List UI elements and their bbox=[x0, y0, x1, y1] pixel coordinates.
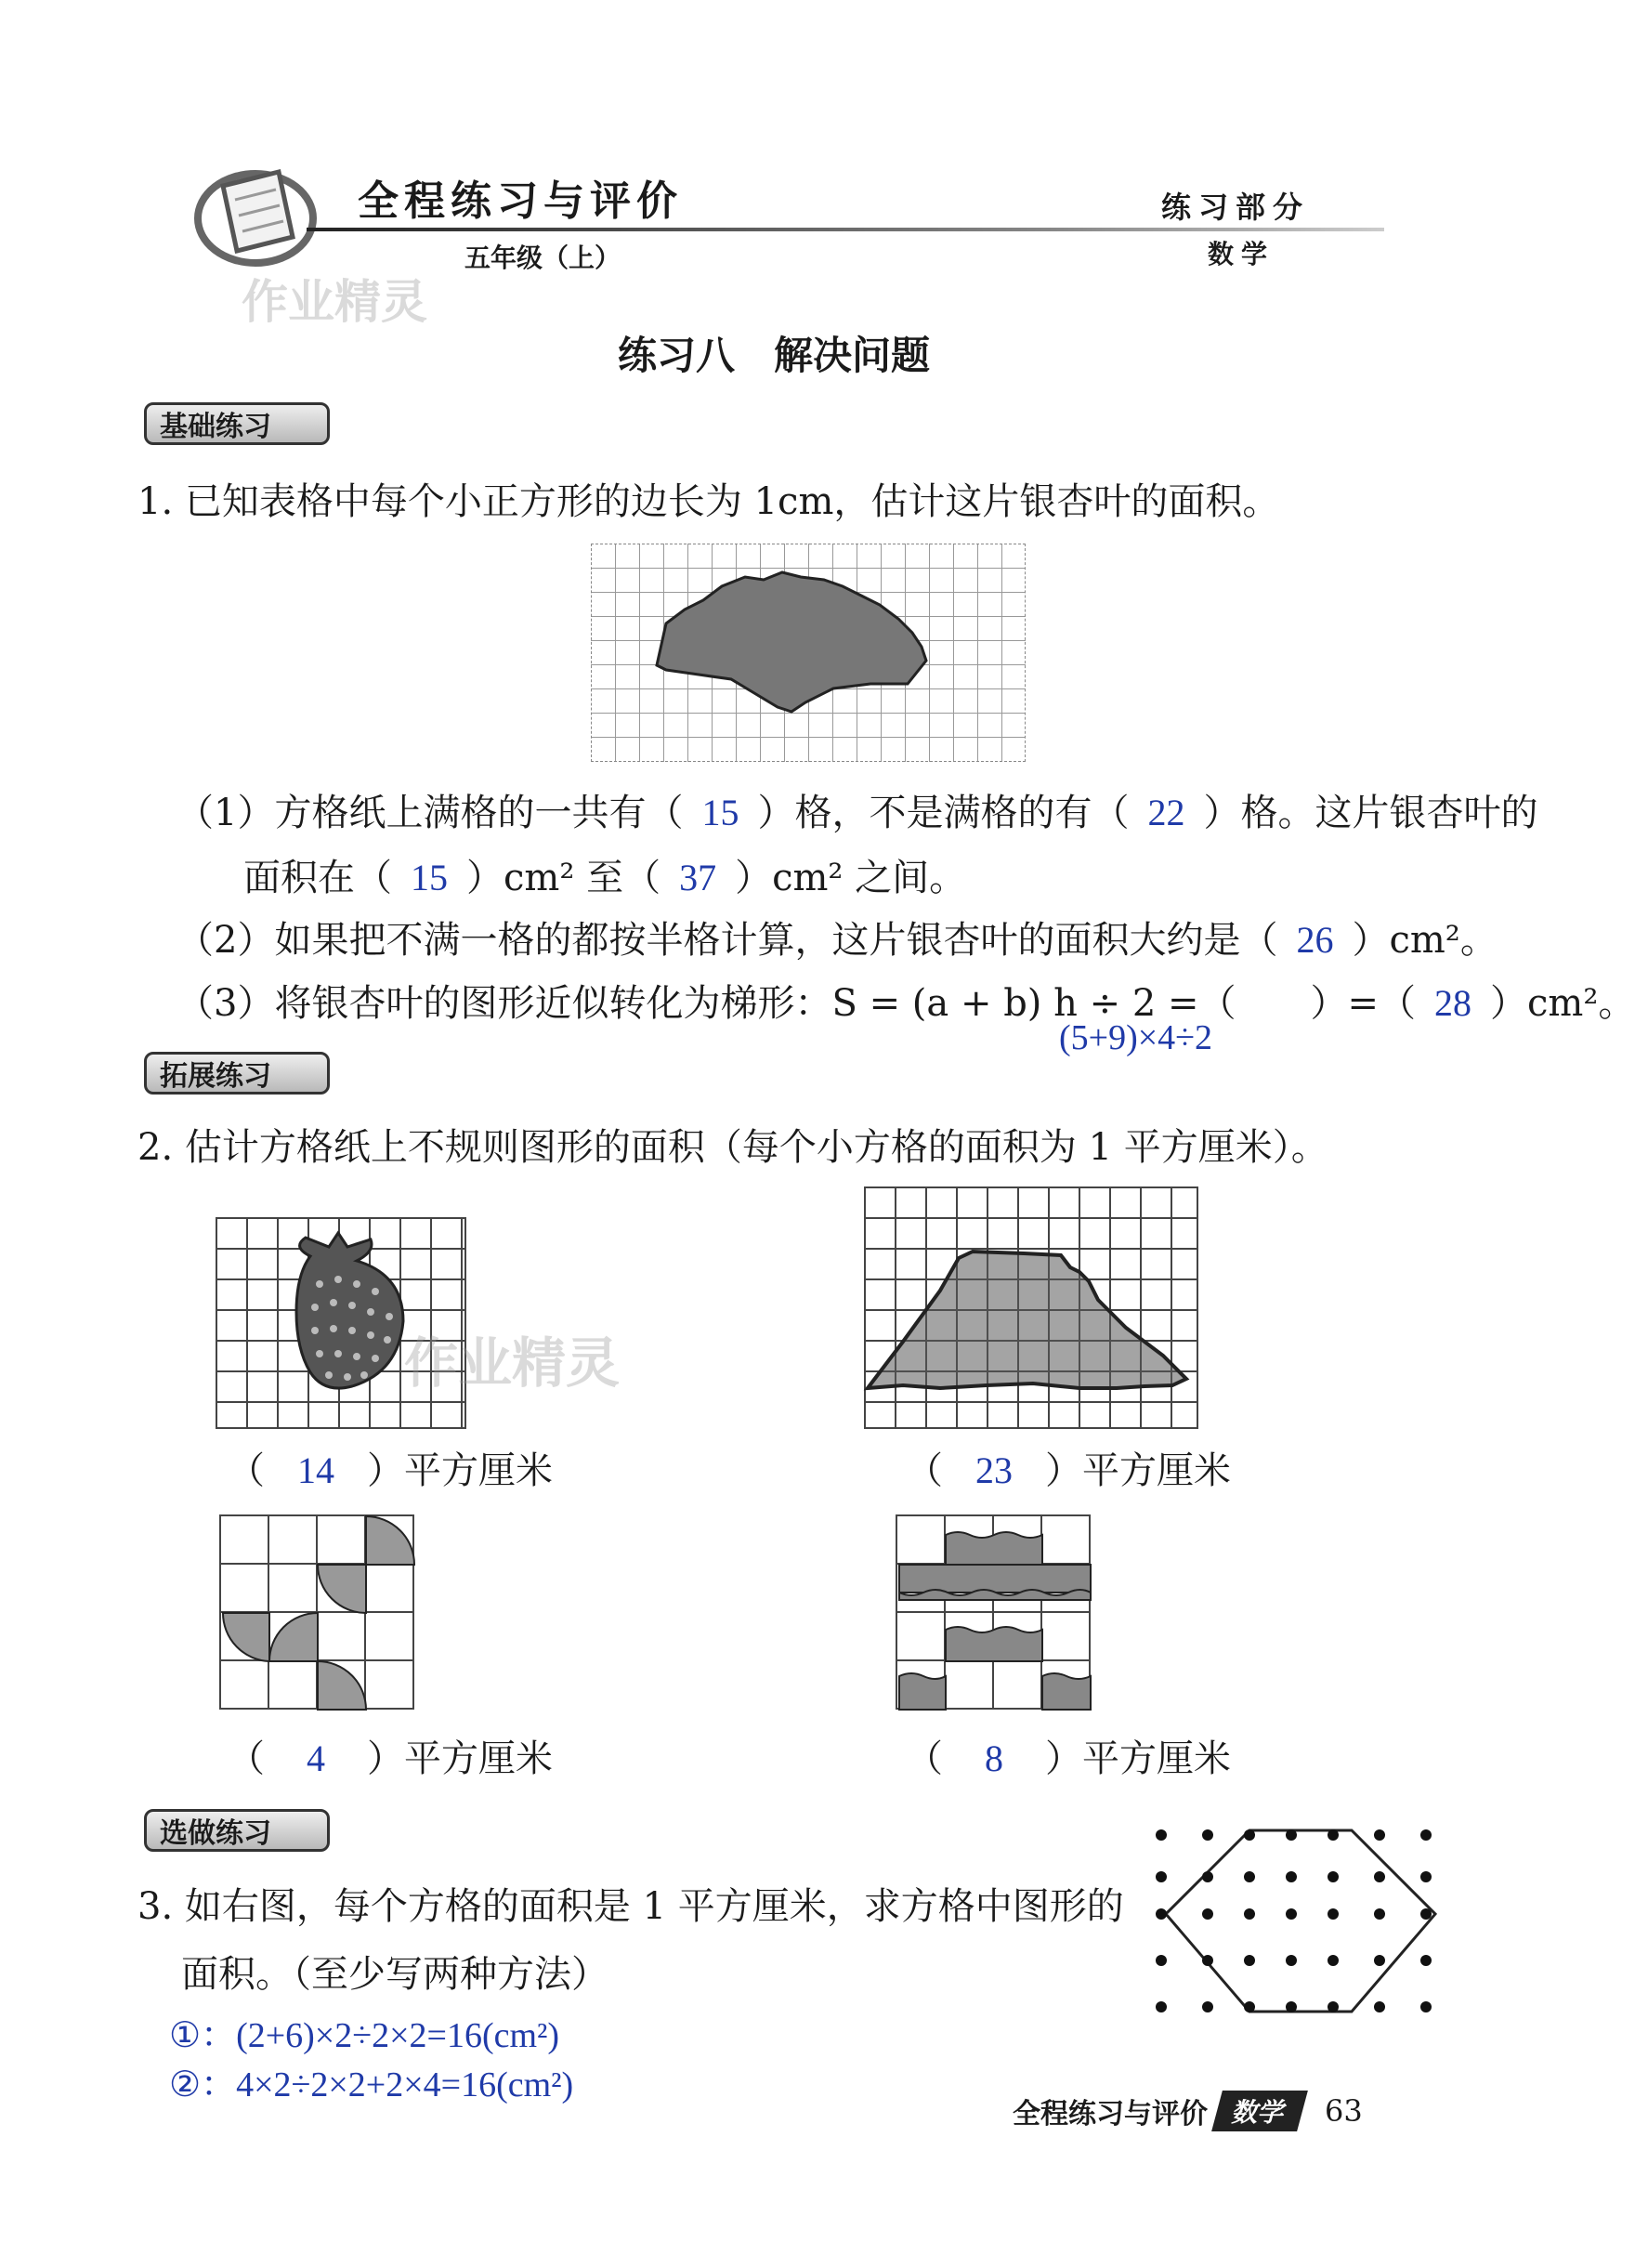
q1-answer-partial[interactable]: 22 bbox=[1147, 792, 1185, 833]
wave-shapes-icon bbox=[897, 1516, 1092, 1711]
q1-answer-high[interactable]: 37 bbox=[679, 857, 717, 898]
dot-grid bbox=[1147, 1821, 1454, 2025]
q1-part1-line1 bbox=[177, 794, 1537, 832]
q2-stem: 2. 估计方格纸上不规则图形的面积（每个小方格的面积为 1 平方厘米）。 bbox=[137, 1126, 1328, 1169]
footer bbox=[1013, 2091, 1363, 2131]
header-subject: 数学 bbox=[1208, 239, 1275, 269]
q1-p1-text-f: ）cm² 之间。 bbox=[735, 857, 967, 899]
q1-p1-text-d: 面积在（ bbox=[243, 857, 392, 899]
header-logo-icon bbox=[190, 149, 330, 269]
q1-p2-text-b: ）cm²。 bbox=[1352, 919, 1498, 962]
footer-brand: 全程练习与评价 bbox=[1013, 2098, 1208, 2130]
section-tag-optional bbox=[144, 1809, 330, 1852]
q2-answer-strawberry[interactable]: 14 bbox=[297, 1449, 334, 1491]
quarter-circle-grid bbox=[219, 1514, 414, 1710]
q2-open-3: （ bbox=[228, 1737, 265, 1780]
footer-subject: 数学 bbox=[1211, 2091, 1308, 2131]
section-tag-basic bbox=[144, 402, 330, 445]
ginkgo-grid bbox=[591, 544, 1026, 762]
q2-open-1: （ bbox=[228, 1449, 265, 1492]
q1-p1-text-c: ）格。这片银杏叶的 bbox=[1203, 792, 1538, 834]
header-brand: 全程练习与评价 bbox=[358, 177, 683, 225]
q1-p1-text-a: （1）方格纸上满格的一共有（ bbox=[177, 792, 684, 834]
q2-answer-quarters-line bbox=[228, 1737, 553, 1780]
q1-stem: 1. 已知表格中每个小正方形的边长为 1cm，估计这片银杏叶的面积。 bbox=[137, 480, 1280, 523]
section-tag-extend-label: 拓展练习 bbox=[160, 1060, 271, 1093]
page-number: 63 bbox=[1325, 2093, 1363, 2129]
q1-p3-text-b: ）=（ bbox=[1310, 982, 1417, 1025]
q3-method-2[interactable]: ②：4×2÷2×2+2×4=16(cm²) bbox=[169, 2065, 574, 2104]
q2-answer-mountain[interactable]: 23 bbox=[975, 1449, 1013, 1491]
section-tag-optional-label: 选做练习 bbox=[160, 1817, 271, 1850]
q1-p1-text-b: ）格，不是满格的有（ bbox=[757, 792, 1130, 834]
q3-stem-line1: 3. 如右图，每个方格的面积是 1 平方厘米，求方格中图形的 bbox=[137, 1885, 1124, 1928]
q2-answer-waves[interactable]: 8 bbox=[985, 1737, 1003, 1779]
mountain-grid bbox=[864, 1186, 1198, 1429]
q1-p2-text-a: （2）如果把不满一格的都按半格计算，这片银杏叶的面积大约是（ bbox=[177, 919, 1278, 962]
header-section: 练习部分 bbox=[1161, 190, 1311, 225]
q1-answer-low[interactable]: 15 bbox=[411, 857, 448, 898]
q1-p3-text-a: （3）将银杏叶的图形近似转化为梯形：S = (a + b) h ÷ 2 =（ bbox=[177, 982, 1236, 1025]
section-tag-basic-label: 基础练习 bbox=[160, 411, 271, 443]
q2-unit-3: ）平方厘米 bbox=[367, 1737, 553, 1780]
header-grade: 五年级（上） bbox=[464, 243, 621, 273]
q2-answer-mountain-line bbox=[906, 1449, 1231, 1492]
octagon-shape-icon bbox=[1147, 1821, 1454, 2025]
watermark: 作业精灵 bbox=[242, 275, 427, 329]
q1-part2 bbox=[177, 919, 1498, 962]
mountain-shape-icon bbox=[866, 1188, 1200, 1431]
q2-answer-quarters[interactable]: 4 bbox=[307, 1737, 325, 1779]
q1-answer-approx[interactable]: 26 bbox=[1296, 919, 1334, 961]
q2-unit-1: ）平方厘米 bbox=[367, 1449, 553, 1492]
wave-grid bbox=[896, 1514, 1091, 1710]
q3-method-2-clip bbox=[169, 2065, 652, 2104]
ginkgo-leaf-icon bbox=[592, 544, 1027, 763]
watermark-middle: 作业精灵 bbox=[404, 1331, 621, 1395]
q3-method-1[interactable]: ①：(2+6)×2÷2×2=16(cm²) bbox=[169, 2016, 560, 2055]
q1-answer-trapezoid[interactable]: 28 bbox=[1434, 982, 1472, 1024]
q1-part1-line2 bbox=[243, 859, 966, 897]
q1-p1-text-e: ）cm² 至（ bbox=[466, 857, 661, 899]
q2-answer-waves-line bbox=[906, 1737, 1231, 1780]
section-tag-extend bbox=[144, 1052, 330, 1095]
q1-part3 bbox=[177, 982, 1635, 1025]
q1-p3-text-c: ）cm²。 bbox=[1490, 982, 1635, 1025]
quarter-circle-shapes-icon bbox=[221, 1516, 416, 1711]
q2-unit-2: ）平方厘米 bbox=[1045, 1449, 1231, 1492]
q2-unit-4: ）平方厘米 bbox=[1045, 1737, 1231, 1780]
header-rule bbox=[307, 228, 1384, 231]
q2-answer-strawberry-line bbox=[228, 1449, 553, 1492]
page-title: 练习八 解决问题 bbox=[618, 333, 931, 378]
q2-open-2: （ bbox=[906, 1449, 943, 1492]
q3-stem-line2: 面积。（至少写两种方法） bbox=[181, 1953, 608, 1996]
q1-answer-full[interactable]: 15 bbox=[701, 792, 739, 833]
q1-formula[interactable]: (5+9)×4÷2 bbox=[1059, 1018, 1213, 1057]
q2-open-4: （ bbox=[906, 1737, 943, 1780]
